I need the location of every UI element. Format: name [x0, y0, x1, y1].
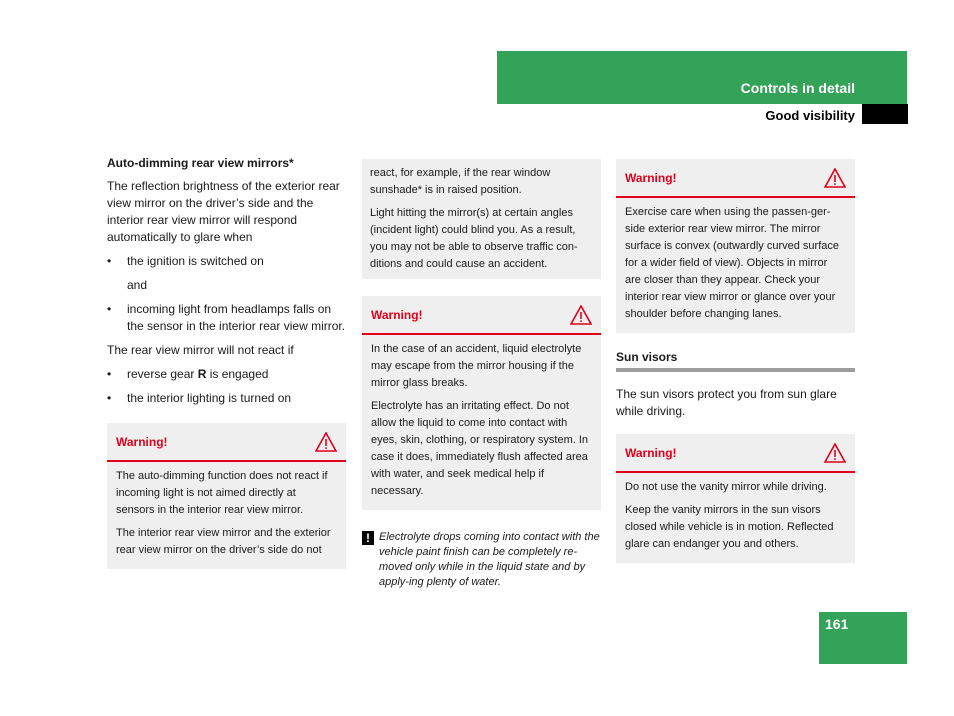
- warning-header: [616, 434, 855, 473]
- header-band: [497, 51, 907, 104]
- warning-paragraph: Keep the vanity mirrors in the sun visors closed while vehicle is in motion. Reflected glare can endanger you and others.: [625, 504, 834, 550]
- note-text: Electrolyte drops coming into contact with the vehicle paint finish can be completely re-moved only while in the liquid state and by apply-ing plenty of water.: [379, 531, 600, 588]
- list-item: [107, 301, 346, 335]
- warning-triangle-icon: [570, 305, 592, 325]
- warning-paragraph: Electrolyte has an irritating effect. Do not allow the liquid to come into contact with eyes, skin, clothing, or respiratory system. In case it does, immediately flush affected area with water, and seek medical help if necessary.: [371, 400, 589, 497]
- warning-paragraph: The auto-dimming function does not react if incoming light is not aimed directly at sensors in the interior rear view mirror.: [116, 470, 328, 516]
- warning-title: Warning!: [371, 307, 423, 322]
- warning-box: [616, 159, 855, 333]
- bullet-dot: •: [107, 391, 112, 405]
- warning-paragraph: In the case of an accident, liquid electrolyte may escape from the mirror housing if the mirror glass breaks.: [371, 343, 582, 389]
- warning-box: [616, 434, 855, 563]
- thumb-tab: [862, 104, 908, 124]
- warning-paragraph: The interior rear view mirror and the exterior rear view mirror on the driver’s side do not: [116, 527, 331, 556]
- warning-body: [107, 462, 346, 569]
- bullet-text-post: is engaged: [206, 367, 269, 381]
- list-item: [107, 390, 346, 407]
- warning-paragraph: react, for example, if the rear window sunshade* is in raised position.: [370, 167, 551, 196]
- list-item: [107, 366, 346, 383]
- warning-paragraph: Do not use the vanity mirror while driving.: [625, 481, 827, 493]
- bullet-dot: •: [107, 254, 112, 268]
- warning-header: [616, 159, 855, 198]
- warning-body: [362, 335, 601, 510]
- sub-title: Good visibility: [765, 108, 855, 123]
- warning-triangle-icon: [824, 443, 846, 463]
- warning-triangle-icon: [315, 432, 337, 452]
- list-item: [107, 253, 346, 270]
- exclamation-icon: !: [362, 531, 374, 545]
- bullet-text: [127, 366, 268, 383]
- warning-box: [107, 423, 346, 569]
- section-divider: [616, 368, 855, 372]
- warning-header: [362, 296, 601, 335]
- gear-r-label: R: [197, 367, 207, 381]
- column-2: [362, 159, 601, 590]
- bullet-dot: •: [107, 302, 112, 316]
- bullet-dot: •: [107, 367, 112, 381]
- warning-box: [362, 296, 601, 510]
- warning-body: [616, 473, 855, 563]
- no-react-paragraph: The rear view mirror will not react if: [107, 343, 294, 357]
- paint-note: [362, 530, 601, 590]
- warning-continuation: [362, 159, 601, 279]
- warning-title: Warning!: [625, 445, 677, 460]
- warning-paragraph: Exercise care when using the passen-ger-side exterior rear view mirror. The mirror surface is convex (outwardly curved surface for a wider field of view). Objects in mirror are closer than they appear. Check your interior rear view mirror or glance over your shoulder before changing lanes.: [625, 206, 839, 320]
- column-3: [616, 159, 855, 563]
- page-number-box: [819, 612, 907, 664]
- section-title: Controls in detail: [740, 80, 855, 96]
- sun-visors-text: The sun visors protect you from sun glare while driving.: [616, 387, 837, 418]
- auto-dimming-heading: Auto-dimming rear view mirrors*: [107, 156, 294, 170]
- bullet-text-pre: reverse gear: [127, 367, 198, 381]
- warning-triangle-icon: [824, 168, 846, 188]
- and-text: and: [127, 278, 148, 292]
- warning-paragraph: Light hitting the mirror(s) at certain angles (incident light) could blind you. As a result, you may not be able to observe traffic con-ditions and could cause an accident.: [370, 207, 578, 270]
- column-1: [107, 155, 346, 569]
- bullet-text: the ignition is switched on: [127, 254, 264, 268]
- warning-header: [107, 423, 346, 462]
- sun-visors-heading: Sun visors: [616, 350, 678, 364]
- bullet-text: the interior lighting is turned on: [127, 391, 292, 405]
- bullet-text: incoming light from headlamps falls on the sensor in the interior rear view mirror.: [127, 302, 346, 333]
- warning-title: Warning!: [625, 170, 677, 185]
- intro-paragraph: The reflection brightness of the exterior rear view mirror on the driver’s side and the interior rear view mirror will respond automatically to glare when: [107, 179, 340, 244]
- warning-title: Warning!: [116, 434, 168, 449]
- warning-body: [616, 198, 855, 333]
- page-number: 161: [825, 616, 849, 632]
